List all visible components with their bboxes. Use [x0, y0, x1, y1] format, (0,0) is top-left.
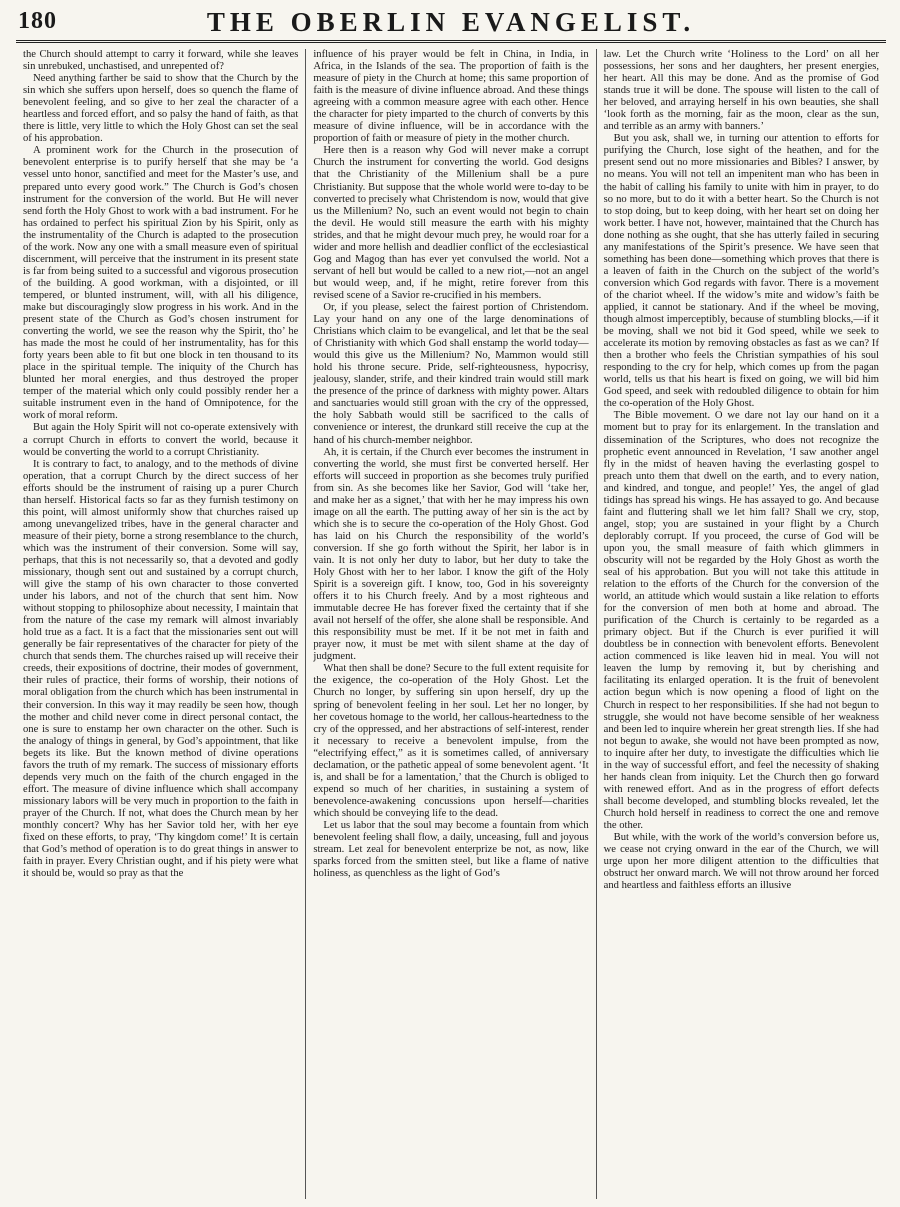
page-number: 180 [18, 8, 57, 34]
article-paragraph: Ah, it is certain, if the Church ever becomes the instrument in converting the world, she must first be converted herself. Her efforts will succeed in proportion as she becomes truly purified from sin. As she becomes like her Savior, God will ‘take her, and make her as a signet,’ that with her he may impress his own image on all the earth. The putting away of her sin is the act by which she is to secure the co-operation of the Holy Ghost. God has laid on his Church the responsibility of the world’s conversion. If she go forth without the Spirit, her labor is in vain. It is not only her duty to labor, but her duty to take the Holy Ghost with her to her labor. I know the gift of the Holy Spirit is a sovereign gift. I know, too, God in his sovereignty offers it to his Church freely. And by a most righteous and immutable decree He has forever fixed the certainty that if she avail not herself of the offer, she alone shall be responsible. And this responsibility must be met. If it be not met in faith and prayer now, it must be met with silent shame at the day of judgment. [313, 446, 589, 663]
masthead [16, 6, 886, 43]
article-paragraph: But while, with the work of the world’s conversion before us, we cease not crying onward in the ear of the Church, we will urge upon her more diligent attention to the difficulties that obstruct her onward march. We will not throw around her forced and heartless and faithless efforts an illusive [603, 832, 879, 892]
article-paragraph: influence of his prayer would be felt in China, in India, in Africa, in the Islands of the sea. The proportion of faith is the measure of piety in the Church at home; this same proportion of faith is the measure of divine influence abroad. And these things agreeing with a common measure agree with each other. Hence the character for piety imparted to the church of converts by this measure of divine influence, will be in accordance with the proportion of faith or measure of piety in the mother church. [313, 49, 589, 145]
article-paragraph: Or, if you please, select the fairest portion of Christendom. Lay your hand on any one of the large denominations of Christians which claim to be evangelical, and let that be the seal of Christianity with which God shall enstamp the world today—would this give us the Millenium? No, Mammon would still hold his throne secure. Pride, self-righteousness, hypocrisy, jealousy, slander, strife, and their kindred train would still mark the presence of the prince of darkness with mighty power. Altars and sanctuaries would still groan with the cry of the oppressed, the holy Sabbath would still be sacrificed to the calls of convenience or interest, the drunkard still receive the cup at the hand of his church-member neighbor. [313, 301, 589, 446]
article-paragraph: Here then is a reason why God will never make a corrupt Church the instrument for converting the world. God designs that the Christianity of the Millenium shall be a pure Christianity. But suppose that the whole world were to-day to be converted to precisely what Christendom is now, would that give us the Millenium? No, such an event would not begin to chain the devil. He would still measure the earth with his mighty strides, and that he might devour much prey, he would roar for a wider and more hellish and deadlier conflict of the ecclesiastical Gog and Magog than has ever yet convulsed the world. Not a servant of hell but would be called to a new riot,—not an angel but would weep, and, if he might, retire forever from this revised scene of a Savior re-crucified in his members. [313, 145, 589, 301]
article-columns [16, 49, 886, 1199]
article-paragraph: A prominent work for the Church in the prosecution of benevolent enterprise is to purify herself that she may be ‘a vessel unto honor, sanctified and meet for the Master’s use, and prepared unto every good work.” The Church is God’s chosen instrument for the conversion of the world. But He will never send forth the Holy Ghost to work with a bad instrument. For he has ordained to perfect his spiritual Zion by his Spirit, only as the instrumentality of the Church is adapted to the prosecution of the work. Now any one with a small measure even of spiritual discernment, will perceive that the instrument in its present state is far from being suited to a successful and vigorous prosecution of the building. A good workman, with a disjointed, or ill tempered, or blunted instrument, will, with all his diligence, make but discouragingly slow progress in his work. And in the present state of the Church as God’s chosen instrument for converting the world, we see the reason why the Spirit, tho’ he has made the most he could of her instrumentality, has for this forty years been able to fit but one block in ten thousand to its place in the spiritual temple. The iniquity of the Church has blunted her moral energies, and thus destroyed the proper temper of the material which only could possibly render her a suitable instrument even in the hand of Omnipotence, for the work of moral reform. [23, 145, 299, 422]
column-1 [16, 49, 305, 1199]
article-paragraph: law. Let the Church write ‘Holiness to the Lord’ on all her possessions, her sons and her daughters, her present energies, her heart. All this may be done. And as the promise of God stands true it will be done. The spouse will listen to the call of her beloved, and arraying herself in his own beauties, she shall ‘look forth as the morning, fair as the moon, clear as the sun, and terrible as an army with banners.’ [603, 49, 879, 133]
column-3 [596, 49, 886, 1199]
article-paragraph: Need anything farther be said to show that the Church by the sin which she suffers upon herself, does so quench the flame of benevolent feeling, and so give to her zeal the character of a heartless and forced effort, and so palsy the hand of faith, as that there is little, very little to which the Holy Ghost can set the seal of his approbation. [23, 73, 299, 145]
journal-title: THE OBERLIN EVANGELIST. [206, 7, 696, 37]
article-paragraph: The Bible movement. O we dare not lay our hand on it a moment but to pray for its enlargement. In the translation and dissemination of the Scriptures, who does not recognize the prophetic event announced in Revelation, ‘I saw another angel fly in the midst of heaven having the everlasting gospel to preach unto them that dwell on the earth, and to every nation, and kindred, and tongue, and people!’ Yes, the angel of glad tidings has spread his wings. He has assayed to go. And because faint and fluttering shall we let him fall? Shall we cry, stop, angel, stop; you are sustained in your flight by a Church deplorably corrupt. If you proceed, the curse of God will be upon you, the small measure of faith which glimmers in obscurity will not be regarded by the Holy Ghost as worth the seal of his approbation. But you will not take this attitude in relation to the efforts of the Church for the conversion of the world, an attitude which would sustain a like relation to efforts for the conversion of men both at home and abroad. The purification of the Church is certainly to be regarded as a primary object. But if the Church is ever purified it will doubtless be in connection with benevolent efforts. Benevolent action commenced is like leaven hid in meal. You will not leaven the lump by removing it, but by cherishing and facilitating its enlarged operation. It is the fruit of benevolent action begun which is now opening a flood of light on the Church in respect to her responsibilities. If she had not begun to struggle, she would not have become sensible of her weakness and been led to inquire wherein her great strength lies. If she had not begun to awake, she would not have been prompted as now, to inquire after her duty, to investigate the difficulties which lie in the way of successful effort, and feel the necessity of shaking her hands clean from iniquity. Let the Church then go forward with renewed effort. And as in the progress of effort defects shall become developed, and stumbling blocks revealed, let the Church hold herself in readiness to correct the one and remove the other. [603, 410, 879, 831]
article-paragraph: It is contrary to fact, to analogy, and to the methods of divine operation, that a corrupt Church by the direct success of her efforts should be the instrument of raising up a purer Church than herself. Historical facts so far as they furnish testimony on this point, will almost uniformly show that churches raised up among unevangelized tribes, have in the general character and measure of their piety, borne a strong resemblance to the church, which was the instrument of their conversion. Some will say, perhaps, that this is not necessarily so, that a devoted and godly missionary, though sent out and sustained by a corrupt church, will give the stamp of his own character to those converted under his labors, and not of the church that sent him. Now without stopping to philosophize about necessity, I maintain that from the nature of the case my remark will almost invariably hold true as a fact. It is a fact that the missionaries sent out will generally be fair representatives of the character for piety of the church that sends them. The churches raised up will receive their creeds, their expositions of doctrine, their modes of government, their rules of practice, their forms of worship, their notions of moral obligation from the church which has been instrumental in their conversion. In this way it may readily be seen how, though the mother and child never come in direct personal contact, the one is sure to enstamp her own character on the other. Such is the analogy of things in general, by God’s appointment, that like begets its like. But the known method of divine operations favors the truth of my remark. The success of missionary efforts depends very much on the faith of the church engaged in the effort. The measure of divine influence which shall accompany missionary labors will be very much in proportion to the faith in prayer of the Church. If not, what does the Church mean by her monthly concert? Why has her Savior told her, with her eye fixed on these efforts, to pray, ‘Thy kingdom come!’ It is certain that God’s method of operation is to do great things in answer to faith in prayer. Every Christian ought, and if his piety were what it should be, would so pray as that the [23, 458, 299, 880]
article-paragraph: the Church should attempt to carry it forward, while she leaves sin unrebuked, unchastised, and unrepented of? [23, 49, 299, 73]
column-2 [305, 49, 595, 1199]
article-paragraph: But again the Holy Spirit will not co-operate extensively with a corrupt Church in efforts to convert the world, because it would be converting the world to a corrupt Christianity. [23, 422, 299, 458]
article-paragraph: But you ask, shall we, in turning our attention to efforts for purifying the Church, lose sight of the heathen, and for the present send out no more missionaries and Bibles? I answer, by no means. You will not tell an impenitent man who has been in the habit of calling his family to unite with him in prayer, to do so no more, but to do it with a better heart. So the Church is not to stop doing, but to keep doing, with her heart set on doing her work better. I have not, however, maintained that the Church has done nothing as she ought, that she has utterly failed in securing any manifestations of the Spirit’s presence. We have seen that something has been done—something which proves that there is a leaven of faith in the Church on the subject of the world’s conversion which God regards with favor. There is a movement of the chariot wheel. If the widow’s mite and widow’s faith be applied, it cannot be stationary. And if the wheel be moving, though almost imperceptibly, because of stumbling blocks,—if it be moving, shall we not bid it God speed, while we seek to accelerate its motion by removing obstacles as fast as we can? If then a brother who feels the Christian sympathies of his soul responding to the cry for help, which comes up from the pagan world, tells us that his heart is fixed on going, we will bid him God speed, and seek with redoubled diligence to obtain for him the co-operation of the Holy Ghost. [603, 133, 879, 410]
article-paragraph: Let us labor that the soul may become a fountain from which benevolent feeling shall flow, a daily, unceasing, full and joyous stream. Let zeal for benevolent enterprize be not, as now, like sparks forced from the smitten steel, but like a flame of native holiness, as quenchless as the light of God’s [313, 820, 589, 880]
article-paragraph: What then shall be done? Secure to the full extent requisite for the exigence, the co-operation of the Holy Ghost. Let the Church no longer, by suffering sin upon herself, dry up the spring of benevolent feeling in her soul. Let her no longer, by her covetous homage to the world, her callous-heartedness to the cry of the oppressed, and her abstractions of self-interest, render it necessary to receive a benevolent impulse, from the “electrifying effect,” as it is sometimes called, of anniversary declamation, or the pathetic appeal of some benevolent agent. ‘It is, and shall be for a lamentation,’ that the Church is obliged to expend so much of her charities, in sustaining a system of benevolence-awakening concussions upon herself—charities which should be conveying life to the dead. [313, 663, 589, 819]
